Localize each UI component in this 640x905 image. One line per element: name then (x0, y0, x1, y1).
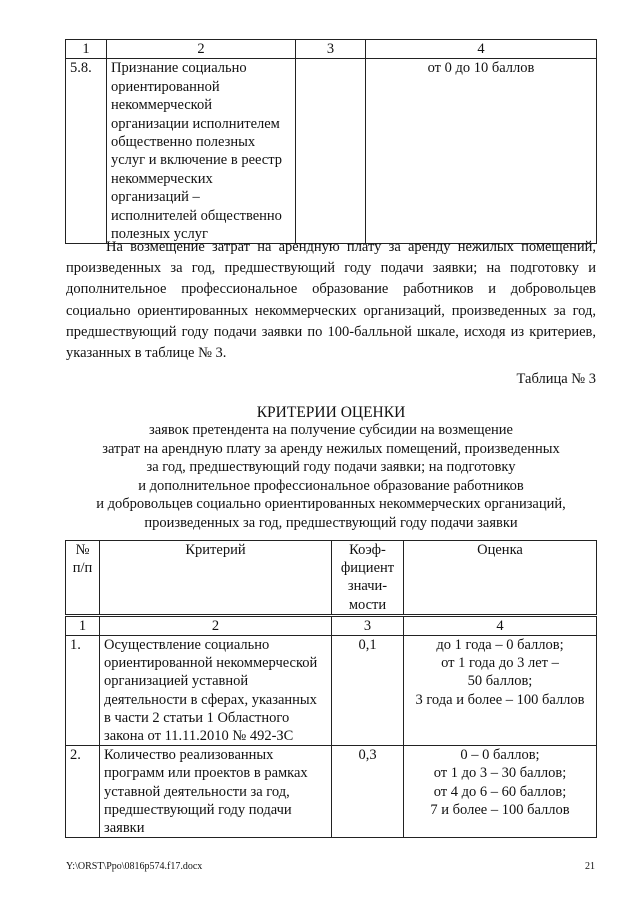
score-line: от 1 до 3 – 30 баллов; (433, 765, 567, 782)
table-number-label: Таблица № 3 (516, 371, 596, 387)
row-score (404, 636, 597, 746)
header-criterion: Критерий (100, 541, 332, 616)
subtitle-line: и дополнительное профессиональное образование работников (138, 477, 524, 494)
header-number (66, 541, 100, 616)
table-row (66, 59, 597, 244)
criterion-line: услуг и включение в реестр (111, 152, 282, 169)
header-line: значи- (347, 578, 388, 595)
criterion-line: ориентированной (111, 78, 220, 95)
table-header-row (66, 541, 597, 616)
footer-file-path: Y:\ORST\Ppo\0816p574.f17.docx (66, 861, 203, 872)
row-criterion (107, 59, 296, 244)
row-criterion (100, 746, 332, 838)
table-colnum: 1 (66, 40, 107, 59)
header-line: Коэф- (349, 542, 386, 558)
score-line: 3 года и более – 100 баллов (415, 691, 585, 708)
criterion-line: закона от 11.11.2010 № 492-ЗС (104, 728, 294, 745)
subtitle-line: и добровольцев социально ориентированных некоммерческих организаций, (96, 496, 566, 512)
header-line: мости (348, 596, 387, 613)
criterion-line: организации исполнителем (111, 115, 280, 132)
score-line: от 4 до 6 – 60 баллов; (433, 783, 567, 800)
table-colnum: 4 (366, 40, 597, 59)
criterion-line: ориентированной некоммерческой (104, 655, 318, 672)
criterion-line: некоммерческой (111, 97, 212, 114)
criteria-title: КРИТЕРИИ ОЦЕНКИ (256, 404, 406, 421)
row-number: 1. (66, 636, 100, 746)
score-line: до 1 года – 0 баллов; (436, 637, 564, 654)
subtitle-line: за год, предшествующий году подачи заявки; на подготовку (146, 459, 516, 475)
subtitle-line: произведенных за год, предшествующий году подачи заявки (144, 514, 518, 531)
row-coefficient (296, 59, 366, 244)
header-line: п/п (72, 560, 93, 577)
table-row (66, 636, 597, 746)
header-coefficient (332, 541, 404, 616)
criterion-line: деятельности в сферах, указанных (104, 691, 317, 708)
table-colnum: 4 (404, 615, 597, 635)
criterion-line: программ или проектов в рамках (104, 765, 308, 782)
table-colnum-row (66, 615, 597, 635)
table-colnum: 1 (66, 615, 100, 635)
row-criterion (100, 636, 332, 746)
table-colnum: 2 (107, 40, 296, 59)
criterion-line: некоммерческих (111, 170, 213, 187)
criterion-line: общественно полезных (111, 134, 256, 151)
criteria-table-continuation (65, 39, 597, 244)
row-number: 5.8. (66, 59, 107, 244)
body-paragraph: На возмещение затрат на арендную плату за аренду нежилых помещений, произведенных за год, предшествующий году подачи заявки; на подготовку и дополнительное профессиональное образование работников и добровольцев социально ориентированных некоммерческих организаций, произведенных за год, предшествующий году подачи заявки по 100-балльной шкале, исходя из критериев, указанных в таблице № 3. (66, 239, 596, 362)
criterion-line: полезных услуг (111, 226, 208, 243)
score-line: 7 и более – 100 баллов (430, 801, 570, 818)
table-row (66, 746, 597, 838)
score-line: от 1 года до 3 лет – (441, 655, 559, 672)
row-number: 2. (66, 746, 100, 838)
criterion-line: Признание социально (111, 60, 247, 77)
header-line: № (75, 542, 90, 558)
criteria-table (65, 540, 597, 838)
table-colnum: 2 (100, 615, 332, 635)
criterion-line: уставной деятельности за год, (104, 783, 290, 800)
row-score (404, 746, 597, 838)
header-score: Оценка (404, 541, 597, 616)
criterion-line: Осуществление социально (104, 637, 270, 654)
criteria-subtitle (66, 421, 596, 532)
table-colnum: 3 (296, 40, 366, 59)
header-line: фициент (340, 560, 395, 577)
row-score: от 0 до 10 баллов (366, 59, 597, 244)
footer-page-number: 21 (585, 861, 595, 872)
criterion-line: организацией уставной (104, 673, 249, 690)
table-header-row (66, 40, 597, 59)
score-line: 50 баллов; (467, 673, 533, 690)
criterion-line: предшествующий году подачи (104, 801, 292, 818)
row-coefficient: 0,1 (332, 636, 404, 746)
criterion-line: исполнителей общественно (111, 207, 282, 224)
subtitle-line: затрат на арендную плату за аренду нежилых помещений, произведенных (102, 440, 560, 457)
score-line: 0 – 0 баллов; (460, 747, 540, 764)
criterion-line: в части 2 статьи 1 Областного (104, 709, 290, 726)
criterion-line: заявки (104, 820, 145, 837)
row-coefficient: 0,3 (332, 746, 404, 838)
subtitle-line: заявок претендента на получение субсидии на возмещение (149, 422, 513, 438)
criterion-line: организаций – (111, 189, 200, 206)
table-colnum: 3 (332, 615, 404, 635)
criterion-line: Количество реализованных (104, 747, 274, 764)
